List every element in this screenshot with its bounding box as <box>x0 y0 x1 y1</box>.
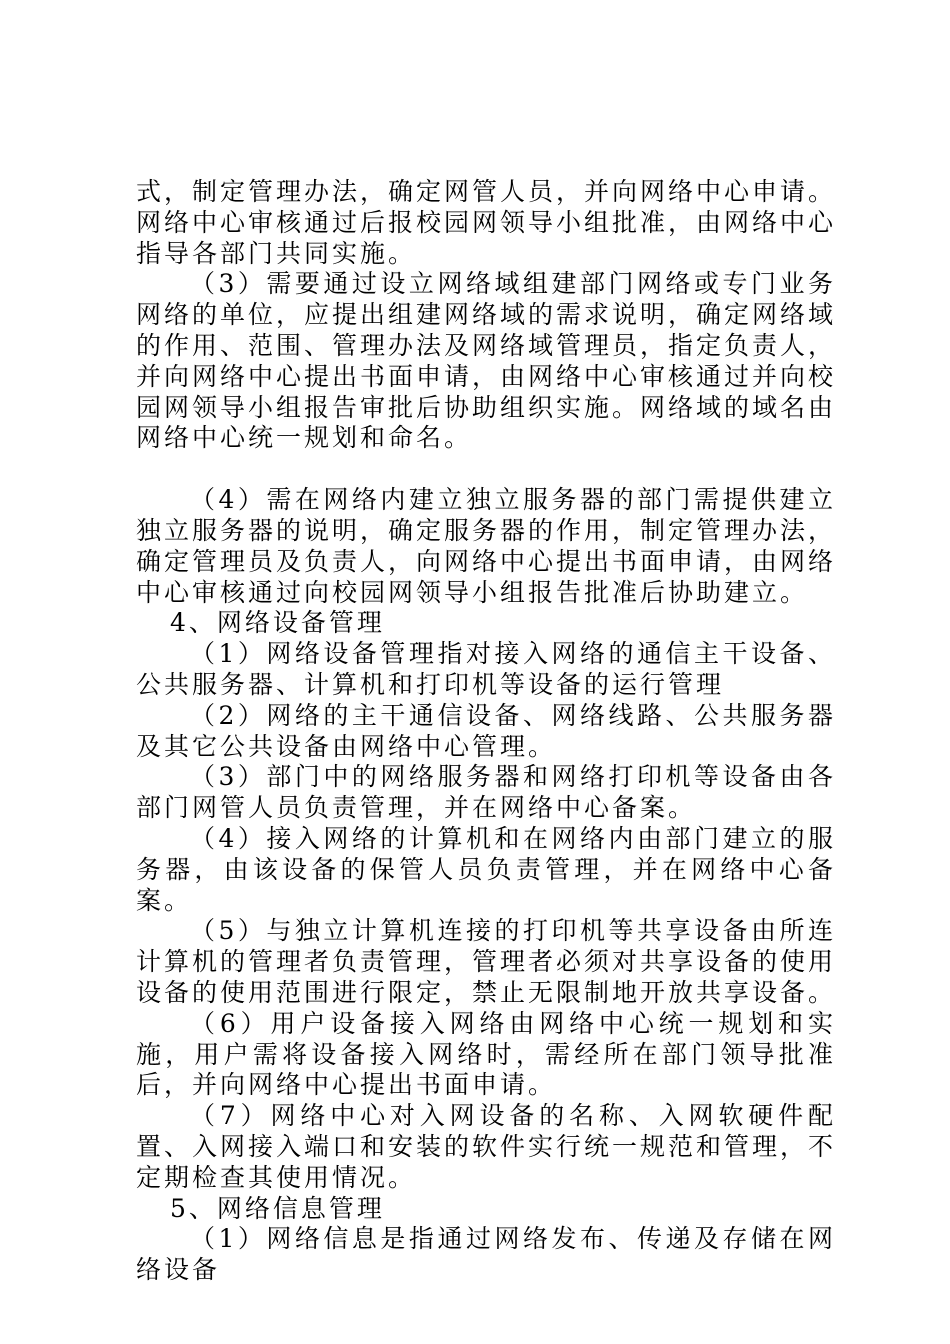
paragraph-device-item-4: （4）接入网络的计算机和在网络内由部门建立的服务器，由该设备的保管人员负责管理，并在网络中心备案。 <box>136 823 836 915</box>
section-heading-device-management: 4、网络设备管理 <box>170 608 385 638</box>
paragraph-device-item-2: （2）网络的主干通信设备、网络线路、公共服务器及其它公共设备由网络中心管理。 <box>136 700 836 761</box>
paragraph-item-3-network-domain: （3）需要通过设立网络域组建部门网络或专门业务网络的单位，应提出组建网络域的需求说明，确定网络域的作用、范围、管理办法及网络域管理员，指定负责人，并向网络中心提出书面申请，由网络中心审核通过并向校园网领导小组报告审批后协助组织实施。网络域的域名由网络中心统一规划和命名。 <box>136 269 837 453</box>
paragraph-item-4-independent-server: （4）需在网络内建立独立服务器的部门需提供建立独立服务器的说明，确定服务器的作用，制定管理办法，确定管理员及负责人，向网络中心提出书面申请，由网络中心审核通过向校园网领导小组报告批准后协助建立。 <box>136 485 837 607</box>
paragraph-continuation: 式，制定管理办法，确定网管人员，并向网络中心申请。网络中心审核通过后报校园网领导小组批准，由网络中心指导各部门共同实施。 <box>136 177 837 268</box>
paragraph-device-item-3: （3）部门中的网络服务器和网络打印机等设备由各部门网管人员负责管理，并在网络中心备案。 <box>136 762 836 823</box>
paragraph-device-item-7: （7）网络中心对入网设备的名称、入网软硬件配置、入网接入端口和安装的软件实行统一规范和管理，不定期检查其使用情况。 <box>136 1101 837 1192</box>
document-body <box>136 177 836 1286</box>
paragraph-device-item-6: （6）用户设备接入网络由网络中心统一规划和实施，用户需将设备接入网络时，需经所在部门领导批准后，并向网络中心提出书面申请。 <box>136 1008 836 1100</box>
paragraph-information-item-1: （1）网络信息是指通过网络发布、传递及存储在网络设备 <box>136 1224 836 1285</box>
paragraph-device-item-5: （5）与独立计算机连接的打印机等共享设备由所连计算机的管理者负责管理，管理者必须对共享设备的使用设备的使用范围进行限定，禁止无限制地开放共享设备。 <box>136 916 837 1007</box>
paragraph-device-item-1: （1）网络设备管理指对接入网络的通信主干设备、公共服务器、计算机和打印机等设备的运行管理 <box>136 639 836 699</box>
section-heading-information-management: 5、网络信息管理 <box>170 1193 385 1223</box>
